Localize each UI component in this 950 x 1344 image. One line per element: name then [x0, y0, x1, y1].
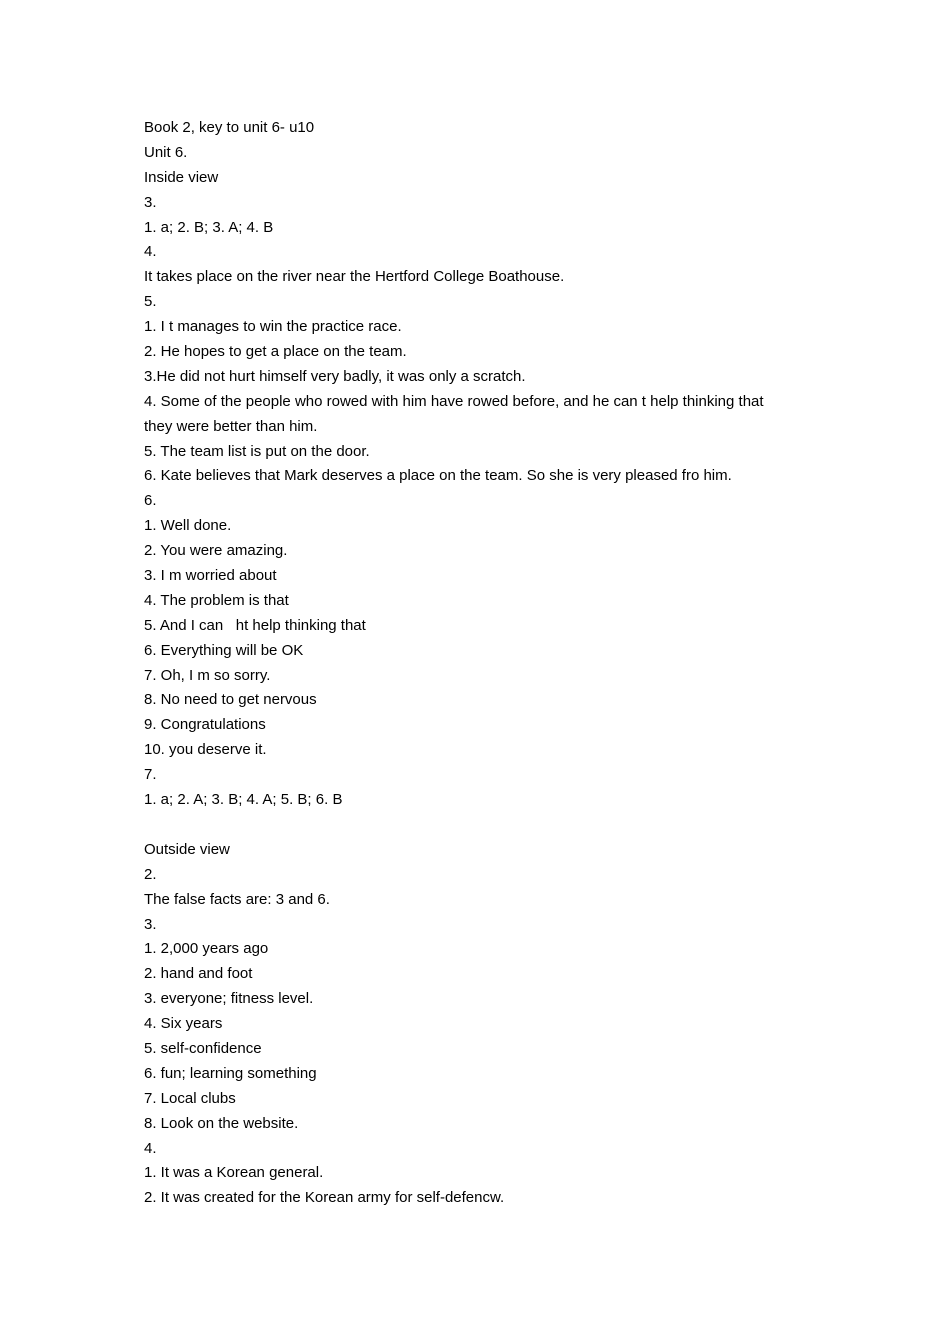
text-line: 2. hand and foot [144, 965, 253, 983]
text-line: Unit 6. [144, 143, 188, 161]
text-line: 4. The problem is that [144, 591, 289, 609]
text-line: 2. You were amazing. [144, 542, 288, 560]
text-line: 6. Everything will be OK [144, 641, 304, 659]
text-line: 6. Kate believes that Mark deserves a place on the team. So she is very pleased fro him. [144, 467, 732, 485]
text-line: 10. you deserve it. [144, 741, 267, 759]
text-line: 8. Look on the website. [144, 1114, 299, 1132]
text-line: 9. Congratulations [144, 716, 266, 734]
document-body [144, 116, 824, 1211]
text-line: 5. [144, 293, 157, 311]
text-line: 5. The team list is put on the door. [144, 442, 370, 460]
text-line: The false facts are: 3 and 6. [144, 890, 330, 908]
text-line: It takes place on the river near the Hertford College Boathouse. [144, 268, 565, 286]
text-line: 5. self-confidence [144, 1039, 262, 1057]
text-line: Book 2, key to unit 6- u10 [144, 119, 315, 136]
text-line: 1. I t manages to win the practice race. [144, 318, 402, 336]
text-line: 2. [144, 865, 157, 883]
text-line: 3. [144, 915, 157, 933]
text-line: 7. [144, 766, 157, 784]
text-line: 7. Local clubs [144, 1089, 236, 1107]
text-line: Outside view [144, 840, 230, 858]
text-line: 5. And I can ht help thinking that [144, 616, 366, 634]
text-line: they were better than him. [144, 417, 318, 435]
text-line: 3. everyone; fitness level. [144, 990, 314, 1008]
text-line: Inside view [144, 168, 219, 186]
text-line: 3. [144, 193, 157, 211]
blank-line [144, 813, 824, 838]
text-line: 7. Oh, I m so sorry. [144, 666, 271, 684]
text-line: 1. It was a Korean general. [144, 1164, 324, 1182]
text-line: 8. No need to get nervous [144, 691, 317, 709]
text-line: 1. a; 2. A; 3. B; 4. A; 5. B; 6. B [144, 791, 343, 809]
text-line: 1. Well done. [144, 517, 232, 535]
text-line: 2. It was created for the Korean army for self-defencw. [144, 1189, 505, 1207]
text-line: 4. [144, 243, 157, 261]
text-line: 3.He did not hurt himself very badly, it was only a scratch. [144, 367, 526, 385]
text-line: 4. [144, 1139, 157, 1157]
text-line: 4. Six years [144, 1015, 223, 1033]
text-line: 1. 2,000 years ago [144, 940, 269, 958]
text-line: 2. He hopes to get a place on the team. [144, 343, 407, 361]
text-line: 6. [144, 492, 157, 510]
text-line: 3. I m worried about [144, 567, 277, 585]
text-line: 6. fun; learning something [144, 1064, 317, 1082]
text-line: 4. Some of the people who rowed with him have rowed before, and he can t help thinking that [144, 392, 764, 410]
text-line: 1. a; 2. B; 3. A; 4. B [144, 218, 274, 236]
